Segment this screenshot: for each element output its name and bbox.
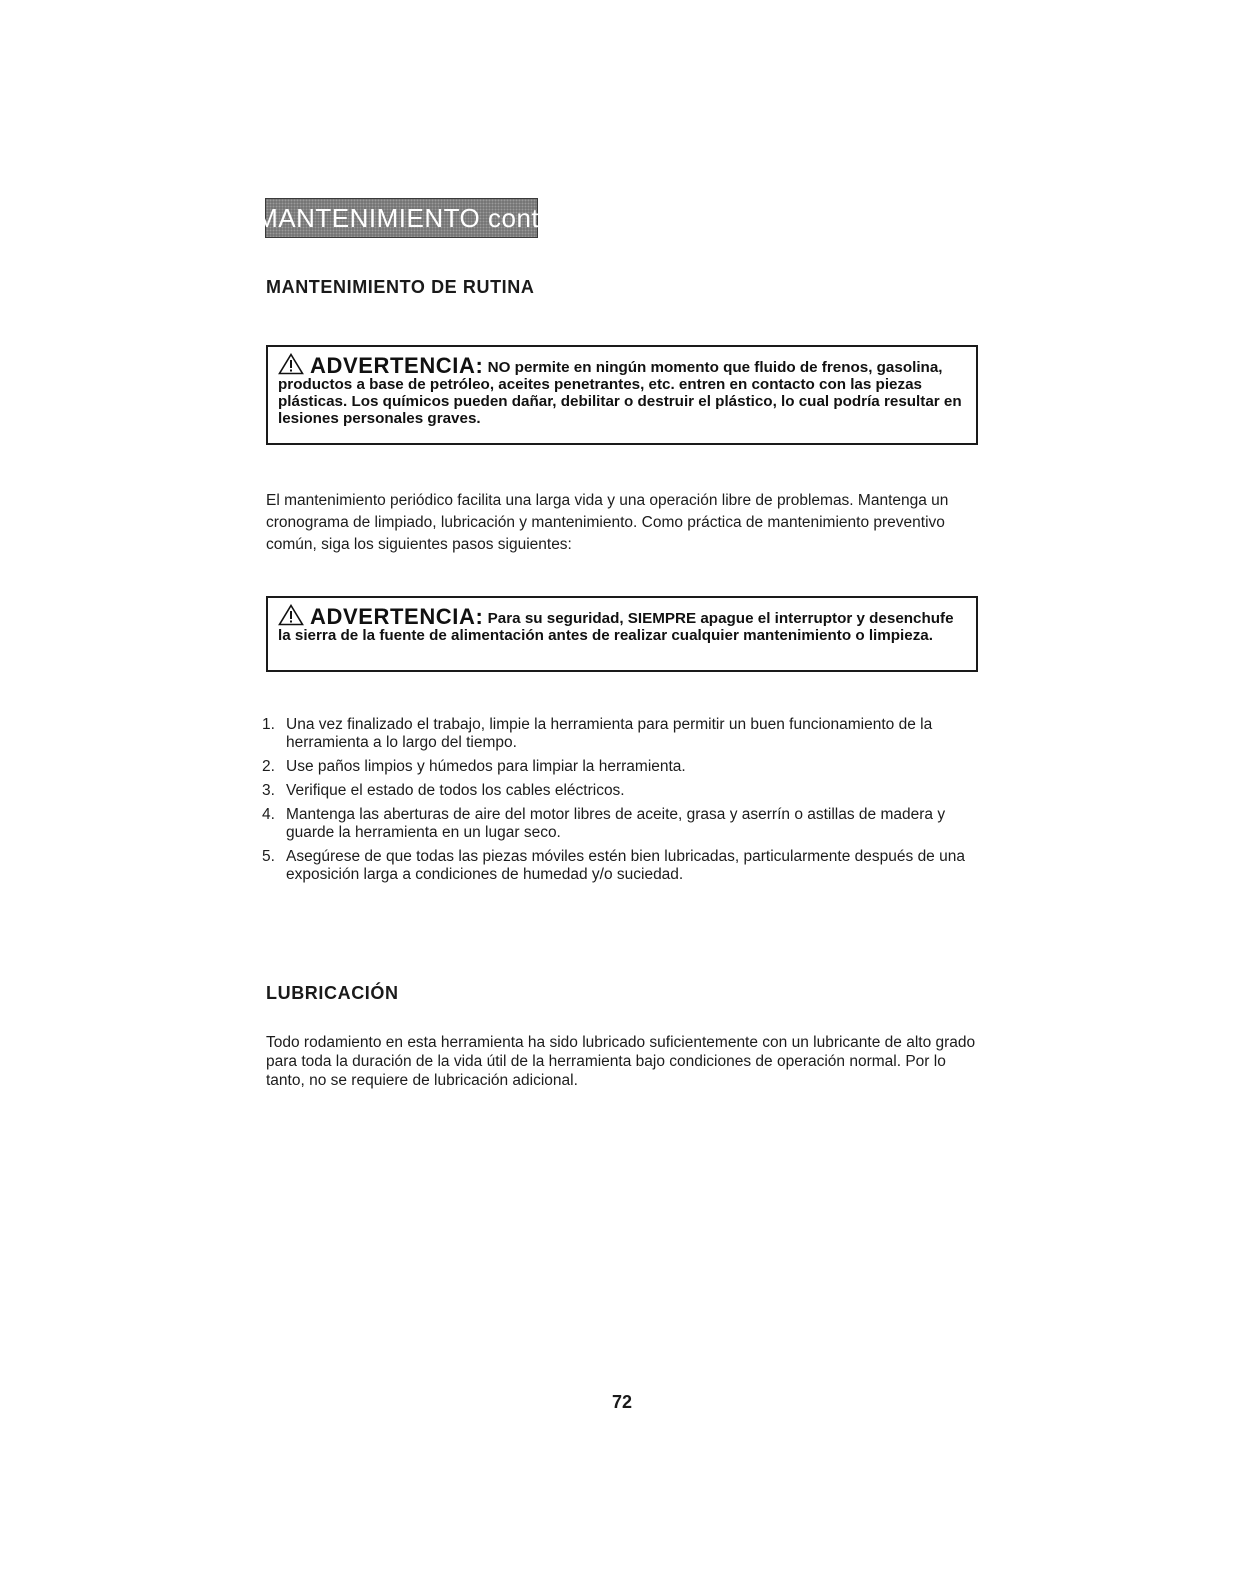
warning-text: NO permite en ningún momento que fluido de frenos, gasolina, productos a base de petróleo, aceites penetrantes, etc. entren en contacto con las piezas plásticas. Los químicos pueden dañar, debilitar o destruir el plástico, lo cual podría resultar en lesiones personales graves.	[278, 359, 962, 427]
lubrication-heading: LUBRICACIÓN	[266, 983, 399, 1003]
step-number: 2.	[262, 758, 275, 775]
list-item	[262, 806, 992, 842]
list-item	[262, 758, 992, 776]
list-item	[262, 848, 992, 884]
warning-title: ADVERTENCIA:	[310, 353, 484, 378]
section-banner-title: MANTENIMIENTO cont.	[256, 202, 547, 233]
list-item	[262, 716, 992, 752]
step-number: 1.	[262, 716, 275, 733]
step-text: Una vez finalizado el trabajo, limpie la herramienta para permitir un buen funcionamiento de la herramienta a lo largo del tiempo.	[286, 716, 933, 751]
warning-triangle-icon	[278, 353, 304, 375]
section-banner	[256, 198, 547, 238]
step-text: Mantenga las aberturas de aire del motor libres de aceite, grasa y aserrín o astillas de madera y guarde la herramienta en un lugar seco.	[286, 806, 946, 841]
warning-box-chemicals	[266, 345, 978, 445]
warning-title: ADVERTENCIA:	[310, 604, 484, 629]
step-text: Use paños limpios y húmedos para limpiar la herramienta.	[286, 758, 686, 775]
list-item	[262, 782, 992, 800]
page-number: 72	[611, 1392, 633, 1412]
maintenance-steps-list	[262, 716, 992, 890]
warning-box-unplug	[266, 596, 978, 672]
step-text: Asegúrese de que todas las piezas móviles estén bien lubricadas, particularmente después de una exposición larga a condiciones de humedad y/o suciedad.	[286, 848, 965, 883]
step-number: 3.	[262, 782, 275, 799]
step-number: 5.	[262, 848, 275, 865]
step-number: 4.	[262, 806, 275, 823]
step-text: Verifique el estado de todos los cables eléctricos.	[286, 782, 625, 799]
routine-heading: MANTENIMIENTO DE RUTINA	[266, 277, 535, 297]
lubrication-paragraph: Todo rodamiento en esta herramienta ha sido lubricado suficientemente con un lubricante de alto grado para toda la duración de la vida útil de la herramienta bajo condiciones de operación normal. Por lo tanto, no se requiere de lubricación adicional.	[266, 1034, 976, 1089]
warning-triangle-icon	[278, 604, 304, 626]
intro-paragraph: El mantenimiento periódico facilita una larga vida y una operación libre de problemas. Mantenga un cronograma de limpiado, lubricación y mantenimiento. Como práctica de mantenimiento preventivo común, siga los siguientes pasos siguientes:	[266, 492, 949, 553]
warning-text: Para su seguridad, SIEMPRE apague el interruptor y desenchufe la sierra de la fuente de alimentación antes de realizar cualquier mantenimiento o limpieza.	[278, 610, 954, 644]
